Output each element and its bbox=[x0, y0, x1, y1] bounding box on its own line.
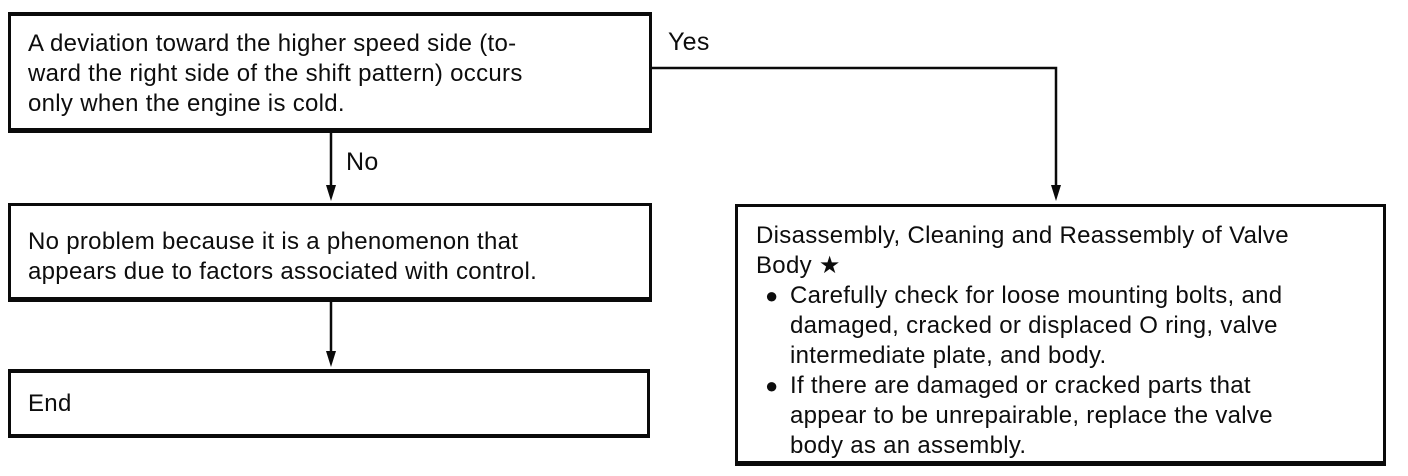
valve-body-title-line-2: Body ★ bbox=[756, 252, 841, 279]
valve-body-bullet-2-line-1: If there are damaged or cracked parts that bbox=[790, 372, 1251, 399]
no-problem-box bbox=[8, 203, 652, 302]
yes-arrowhead-icon bbox=[1051, 185, 1061, 201]
no-arrowhead-icon bbox=[326, 185, 336, 201]
valve-body-bullet-1-line-1: Carefully check for loose mounting bolts, and bbox=[790, 282, 1283, 309]
valve-body-bullet-1 bbox=[756, 281, 1371, 371]
start-condition-box bbox=[8, 12, 652, 133]
valve-body-bullet-2-line-3: body as an assembly. bbox=[790, 432, 1027, 459]
valve-body-bullet-1-line-2: damaged, cracked or displaced O ring, valve bbox=[790, 312, 1278, 339]
no-problem-text-line-2: appears due to factors associated with control. bbox=[28, 258, 538, 285]
valve-body-bullet-1-line-3: intermediate plate, and body. bbox=[790, 342, 1107, 369]
valve-body-bullet-2-line-2: appear to be unrepairable, replace the valve bbox=[790, 402, 1273, 429]
yes-connector-line bbox=[652, 68, 1056, 190]
no-branch-label: No bbox=[346, 148, 379, 176]
valve-body-bullet-2-text bbox=[790, 371, 1371, 461]
end-box bbox=[8, 369, 650, 438]
start-condition-text-line-3: only when the engine is cold. bbox=[28, 90, 345, 117]
bullet-dot-icon: ● bbox=[765, 373, 779, 398]
start-condition-text-line-2: ward the right side of the shift pattern) occurs bbox=[28, 60, 523, 87]
end-box-label: End bbox=[28, 390, 72, 417]
bullet-dot-icon: ● bbox=[765, 283, 779, 308]
valve-body-bullet-1-text bbox=[790, 281, 1371, 371]
start-condition-text-line-1: A deviation toward the higher speed side (to- bbox=[28, 30, 517, 57]
end-arrowhead-icon bbox=[326, 351, 336, 367]
yes-branch-label: Yes bbox=[668, 28, 710, 56]
valve-body-bullet-2 bbox=[756, 371, 1371, 461]
no-problem-text-line-1: No problem because it is a phenomenon that bbox=[28, 228, 519, 255]
valve-body-action-box bbox=[735, 204, 1386, 466]
valve-body-title-line-1: Disassembly, Cleaning and Reassembly of Valve bbox=[756, 222, 1289, 249]
